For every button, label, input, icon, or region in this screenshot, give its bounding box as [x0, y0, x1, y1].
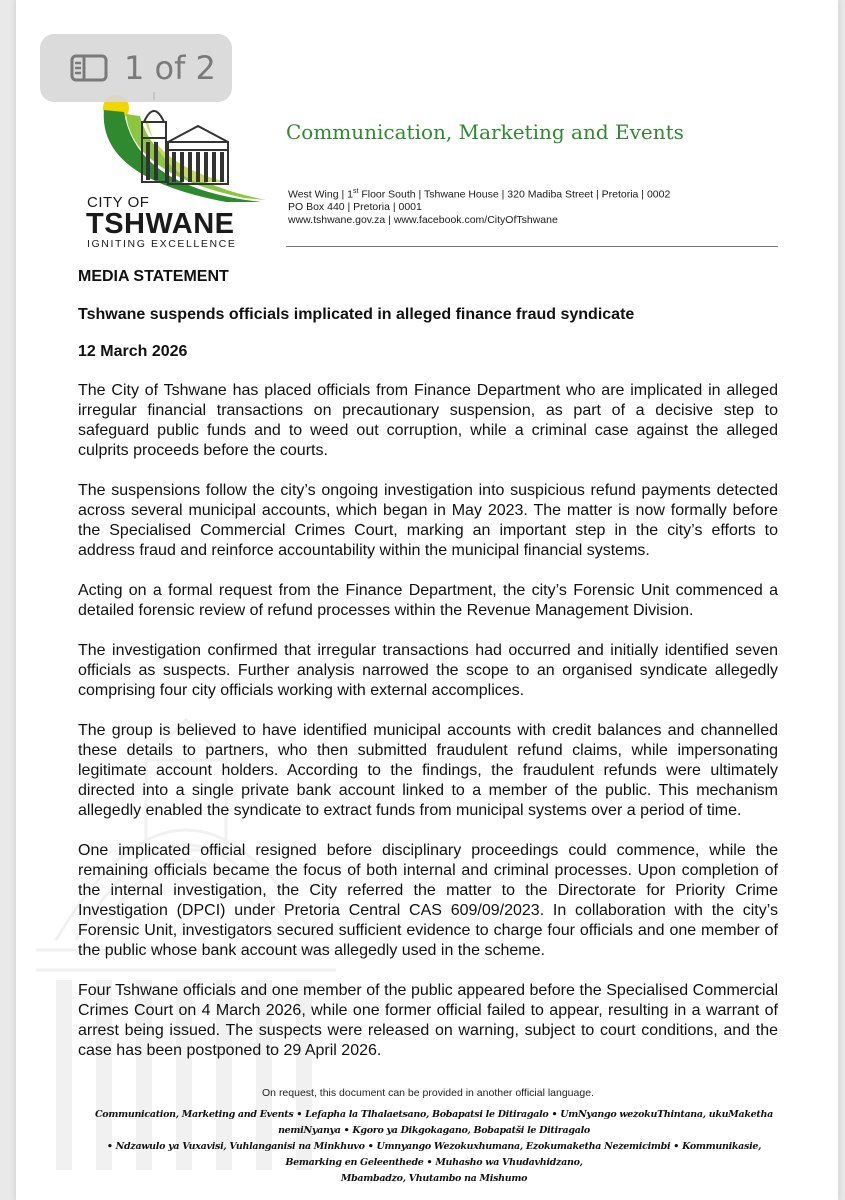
statement-type-heading: MEDIA STATEMENT	[78, 268, 229, 285]
logo-tagline: IGNITING EXCELLENCE	[87, 238, 237, 250]
paragraph-5: The group is believed to have identified municipal accounts with credit balances and channelled these details to partners, who then submitted fraudulent refund claims, while impersonating legitimate account holders. According to the findings, the fraudulent refunds were ultimately directed into a single private bank account linked to a member of the public. This mechanism allegedly enabled the syndicate to extract funds from municipal systems over a period of time.	[78, 722, 778, 819]
address-block	[288, 186, 670, 226]
paragraph-7: Four Tshwane officials and one member of the public appeared before the Specialised Commercial Crimes Court on 4 March 2026, while one former official failed to appear, resulting in a warrant of arrest being issued. The suspects were released on warning, subject to court conditions, and the case has been postponed to 29 April 2026.	[78, 982, 778, 1059]
address-line-2: PO Box 440 | Pretoria | 0001	[288, 201, 422, 213]
page-indicator-text: 1 of 2	[124, 49, 216, 87]
logo-city-text: CITY OF	[87, 194, 150, 211]
language-note: On request, this document can be provided in another official language.	[262, 1087, 594, 1099]
page-indicator-badge[interactable]	[40, 34, 232, 102]
address-line-1-end: Floor South | Tshwane House | 320 Madiba Street | Pretoria | 0002	[358, 188, 671, 201]
footer-line-2: • Ndzawulo ya Vuxavisi, Vuhlanganisi na Minkhuvo • Umnyango Wezokuxhumana, Ezokumaketha Nezemicimbi • Kommunikasie, Bemarking en Geleenthede • Muhasho wa Vhudavhidzano,	[106, 1141, 762, 1168]
footer-line-3: Mbambadzo, Vhutambo na Mishumo	[340, 1173, 528, 1184]
address-line-1-sup: st	[352, 188, 359, 195]
paragraph-6: One implicated official resigned before disciplinary proceedings could commence, while the remaining officials became the focus of both internal and criminal processes. Upon completion of the internal investigation, the City referred the matter to the Directorate for Priority Crime Investigation (DPCI) under Pretoria Central CAS 609/09/2023. In collaboration with the city’s Forensic Unit, investigators secured sufficient evidence to charge four officials and one member of the public whose bank account was allegedly used in the scheme.	[78, 842, 778, 959]
address-line-1	[288, 186, 670, 201]
paragraph-3: Acting on a formal request from the Finance Department, the city’s Forensic Unit commenced a detailed forensic review of refund processes within the Revenue Management Division.	[78, 582, 778, 619]
statement-headline: Tshwane suspends officials implicated in alleged finance fraud syndicate	[78, 306, 635, 323]
sidebar-icon[interactable]	[70, 54, 108, 82]
address-line-1-start: West Wing | 1	[288, 188, 353, 201]
document-page	[16, 0, 838, 1200]
statement-date: 12 March 2026	[78, 343, 188, 360]
logo-name-text: TSHWANE	[86, 208, 235, 240]
header-divider	[286, 246, 778, 247]
multilingual-footer	[78, 1107, 790, 1187]
department-title: Communication, Marketing and Events	[286, 120, 684, 144]
paragraph-2: The suspensions follow the city’s ongoing investigation into suspicious refund payments detected across several municipal accounts, which began in May 2023. The matter is now formally before the Specialised Commercial Crimes Court, marking an important step in the city’s efforts to address fraud and reinforce accountability within the municipal financial systems.	[78, 482, 778, 559]
paragraph-4: The investigation confirmed that irregular transactions had occurred and initially identified seven officials as suspects. Further analysis narrowed the scope to an organised syndicate allegedly comprising four city officials working with external accomplices.	[78, 642, 778, 699]
paragraph-1: The City of Tshwane has placed officials from Finance Department who are implicated in alleged irregular financial transactions on precautionary suspension, as part of a decisive step to safeguard public funds and to weed out corruption, while a criminal case against the alleged culprits proceeds before the courts.	[78, 382, 778, 459]
statement-body	[78, 268, 778, 1081]
address-line-3: www.tshwane.gov.za | www.facebook.com/CityOfTshwane	[288, 213, 558, 226]
footer-line-1: Communication, Marketing and Events • Lefapha la Tlhalaetsano, Bobapatsi le Ditiragalo • UmNyango wezokuThintana, ukuMaketha nemiNyanya • Kgoro ya Dikgokagano, Bobapatši le Ditiragalo	[95, 1109, 773, 1136]
